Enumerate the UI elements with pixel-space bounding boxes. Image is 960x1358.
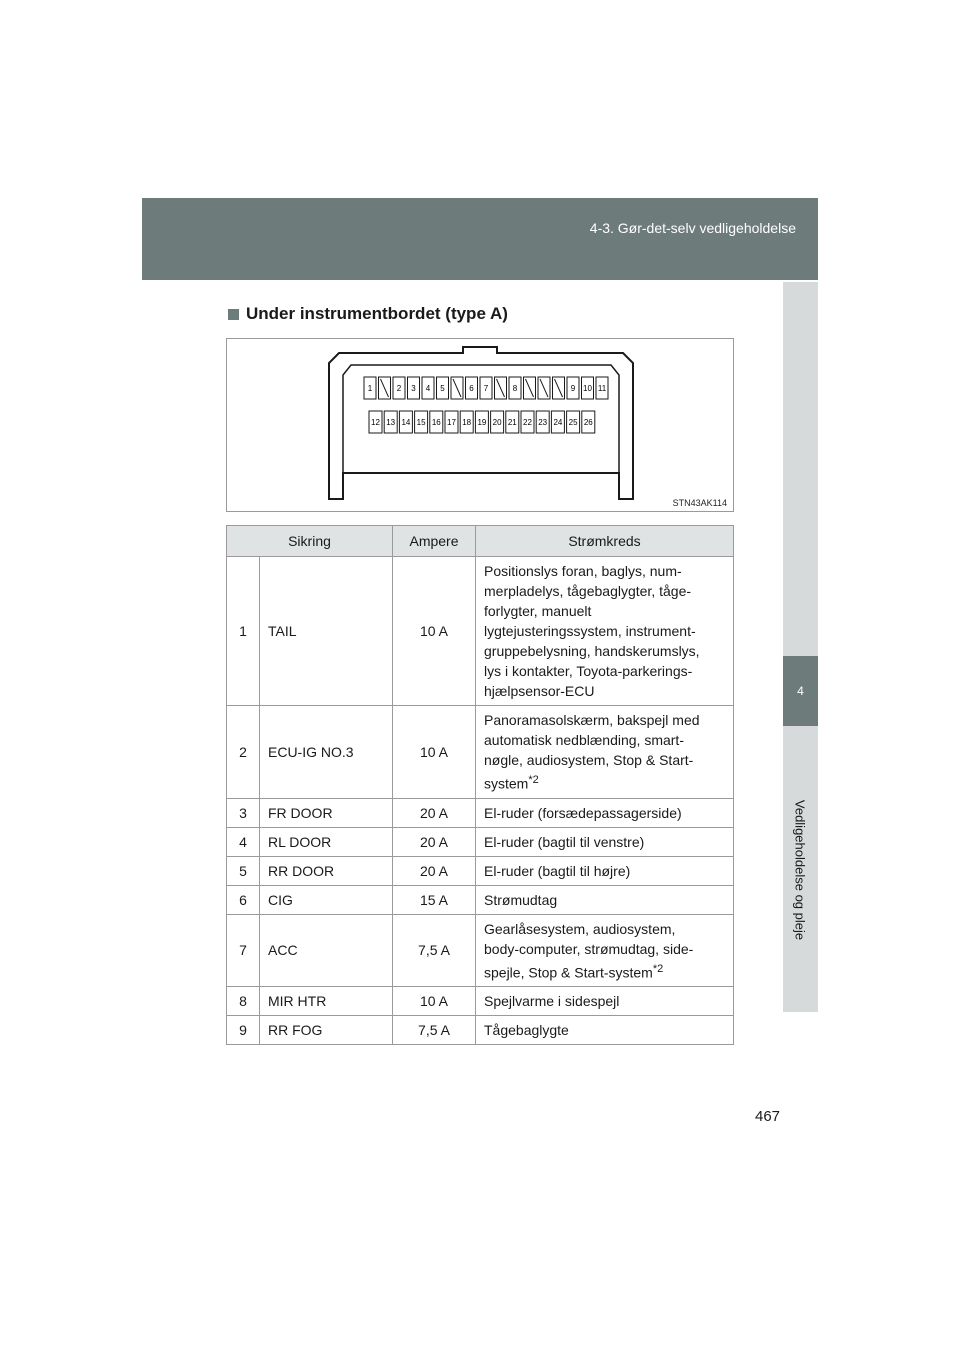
fuse-ampere: 7,5 A [393, 914, 476, 987]
fuse-name: MIR HTR [260, 987, 393, 1016]
circuit-line: Positionslys foran, baglys, num- [484, 563, 682, 579]
fuse-slot-label: 20 [492, 418, 502, 427]
circuit-line: Gearlåsesystem, audiosystem, [484, 920, 676, 937]
circuit-line: lygtejusteringssystem, instrument- [484, 623, 696, 639]
fuse-slot-label: 12 [371, 418, 380, 427]
fuse-slot-label: 3 [411, 384, 416, 393]
section-heading [228, 304, 508, 324]
circuit-line: merpladelys, tågebaglygter, tåge- [484, 583, 692, 599]
fuse-slot-label: 22 [523, 418, 532, 427]
fuse-slot-label: 16 [431, 418, 441, 427]
header-ampere: Ampere [393, 526, 476, 557]
table-header-row [227, 526, 734, 557]
header-fuse: Sikring [227, 526, 393, 557]
fuse-ampere: 10 A [393, 557, 476, 706]
circuit-line: El-ruder (forsædepassagerside) [484, 804, 682, 821]
table-row [227, 827, 734, 856]
fuse-number: 4 [227, 827, 260, 856]
circuit-line: hjælpsensor-ECU [484, 683, 595, 699]
fuse-name: CIG [260, 885, 393, 914]
circuit-line: system [484, 775, 529, 792]
fuse-circuit [476, 798, 734, 827]
fuse-slot-label: 11 [597, 384, 607, 393]
fuse-slot-label: 24 [553, 418, 563, 427]
fuse-ampere: 10 A [393, 706, 476, 799]
bottom-fuse-row [369, 411, 595, 433]
fuse-name: ACC [260, 914, 393, 987]
circuit-line: Strømudtag [484, 891, 558, 908]
fuse-name: RL DOOR [260, 827, 393, 856]
fuse-slot-label: 6 [469, 384, 474, 393]
footnote-mark: *2 [528, 774, 539, 786]
fuse-circuit [476, 706, 734, 799]
fuse-slot-label: 10 [583, 384, 592, 393]
circuit-line: Panoramasolskærm, bakspejl med [484, 712, 700, 728]
page-number: 467 [755, 1108, 781, 1125]
table-row [227, 557, 734, 706]
fuse-name: RR FOG [260, 1016, 393, 1045]
circuit-line: automatisk nedblænding, smart- [484, 732, 684, 748]
table-row [227, 987, 734, 1016]
fuse-slot-label: 18 [462, 418, 472, 427]
fuse-name: TAIL [260, 557, 393, 706]
fuse-slot-label: 1 [367, 384, 373, 393]
table-row [227, 856, 734, 885]
fuse-circuit [476, 914, 734, 987]
fuse-ampere: 7,5 A [393, 1016, 476, 1045]
chapter-tab[interactable] [783, 656, 818, 726]
fuse-ampere: 15 A [393, 885, 476, 914]
circuit-line: Spejlvarme i sidespejl [484, 993, 620, 1010]
fuse-number: 5 [227, 856, 260, 885]
fuse-slot-label: 26 [583, 418, 593, 427]
fuse-circuit [476, 885, 734, 914]
circuit-line: nøgle, audiosystem, Stop & Start- [484, 752, 694, 768]
circuit-line: forlygter, manuelt [484, 603, 592, 619]
fuse-slot-label: 7 [483, 384, 489, 393]
header-circuit: Strømkreds [476, 526, 734, 557]
fuse-box-diagram [226, 338, 734, 512]
fuse-circuit [476, 987, 734, 1016]
fuse-slot-label: 14 [401, 418, 411, 427]
fuse-number: 9 [227, 1016, 260, 1045]
fuse-number: 3 [227, 798, 260, 827]
section-heading-text: Under instrumentbordet (type A) [246, 304, 508, 323]
fuse-box-drawing [227, 339, 733, 511]
section-title: 4-3. Gør-det-selv vedligeholdelse [589, 220, 796, 236]
circuit-line: lys i kontakter, Toyota-parkerings- [484, 663, 693, 679]
fuse-table [226, 525, 734, 1045]
fuse-ampere: 20 A [393, 798, 476, 827]
fuse-slot-label: 25 [568, 418, 578, 427]
fuse-slot-label: 21 [507, 418, 517, 427]
table-row [227, 1016, 734, 1045]
fuse-circuit [476, 1016, 734, 1045]
fuse-number: 7 [227, 914, 260, 987]
fuse-slot-label: 13 [386, 418, 396, 427]
fuse-slot-label: 8 [512, 384, 518, 393]
fuse-ampere: 10 A [393, 987, 476, 1016]
fuse-slot-label: 15 [416, 418, 426, 427]
fuse-name: FR DOOR [260, 798, 393, 827]
fuse-number: 2 [227, 706, 260, 799]
fuse-number: 1 [227, 557, 260, 706]
fuse-name: RR DOOR [260, 856, 393, 885]
table-row [227, 706, 734, 799]
circuit-line: El-ruder (bagtil til venstre) [484, 833, 645, 850]
header-band [142, 198, 818, 280]
top-fuse-row [364, 377, 608, 399]
fuse-number: 6 [227, 885, 260, 914]
chapter-label: Vedligeholdelse og pleje [792, 799, 808, 941]
fuse-slot-label: 9 [570, 384, 576, 393]
fuse-slot-label: 5 [440, 384, 445, 393]
fuse-slot-label: 2 [396, 384, 402, 393]
table-row [227, 798, 734, 827]
square-bullet-icon [228, 309, 239, 320]
fuse-circuit [476, 827, 734, 856]
fuse-circuit [476, 856, 734, 885]
circuit-line: body-computer, strømudtag, side- [484, 940, 694, 957]
footnote-mark: *2 [652, 962, 664, 975]
circuit-line: El-ruder (bagtil til højre) [484, 862, 631, 879]
diagram-code: STN43AK114 [672, 498, 727, 508]
chapter-number: 4 [797, 684, 804, 698]
fuse-slot-label: 4 [425, 384, 431, 393]
fuse-number: 8 [227, 987, 260, 1016]
fuse-slot-label: 19 [477, 418, 487, 427]
circuit-line: gruppebelysning, handskerumslys, [484, 643, 700, 659]
table-row [227, 914, 734, 987]
fuse-ampere: 20 A [393, 856, 476, 885]
circuit-line: Tågebaglygte [484, 1022, 569, 1039]
circuit-line: spejle, Stop & Start-system [484, 964, 653, 981]
fuse-circuit [476, 557, 734, 706]
fuse-slot-label: 17 [447, 418, 456, 427]
fuse-ampere: 20 A [393, 827, 476, 856]
fuse-slot-label: 23 [538, 418, 548, 427]
fuse-name: ECU-IG NO.3 [260, 706, 393, 799]
table-row [227, 885, 734, 914]
